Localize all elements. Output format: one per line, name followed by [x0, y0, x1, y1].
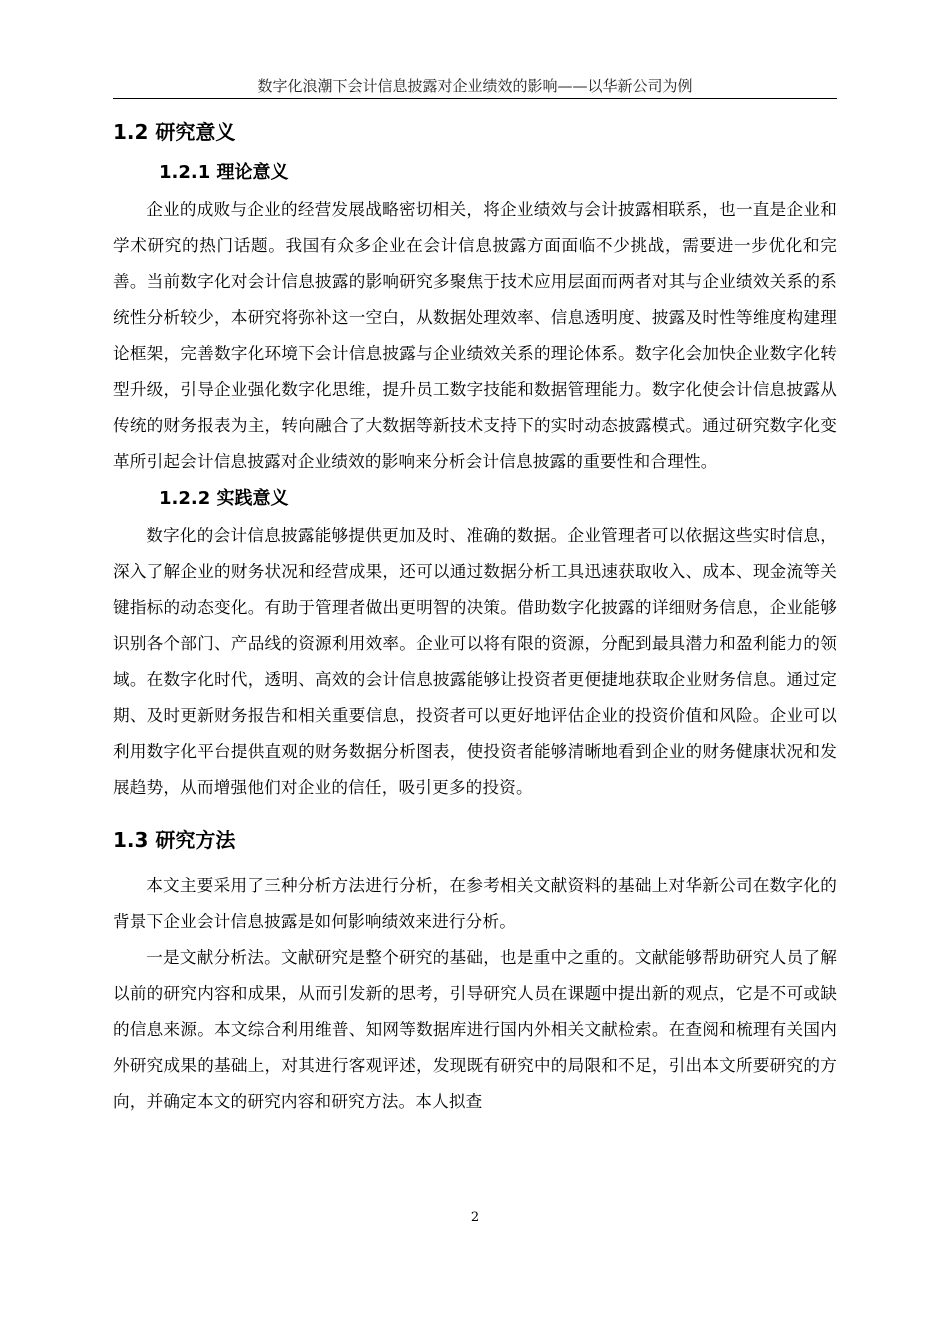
- paragraph-literature-method: 一是文献分析法。文献研究是整个研究的基础，也是重中之重的。文献能够帮助研究人员了解以前的研究内容和成果，从而引发新的思考，引导研究人员在课题中提出新的观点，它是不可或缺的信息来源。本文综合利用维普、知网等数据库进行国内外相关文献检索。在查阅和梳理有关国内外研究成果的基础上，对其进行客观评述，发现既有研究中的局限和不足，引出本文所要研究的方向，并确定本文的研究内容和研究方法。本人拟查: [113, 948, 837, 1111]
- section-heading-1-3: 1.3 研究方法: [113, 828, 236, 852]
- page-number: 2: [470, 1210, 480, 1225]
- section-heading-1-2: 1.2 研究意义: [113, 120, 236, 144]
- paragraph-practical-significance: 数字化的会计信息披露能够提供更加及时、准确的数据。企业管理者可以依据这些实时信息，深入了解企业的财务状况和经营成果，还可以通过数据分析工具迅速获取收入、成本、现金流等关键指标的动态变化。有助于管理者做出更明智的决策。借助数字化披露的详细财务信息，企业能够识别各个部门、产品线的资源利用效率。企业可以将有限的资源，分配到最具潜力和盈利能力的领域。在数字化时代，透明、高效的会计信息披露能够让投资者更便捷地获取企业财务信息。通过定期、及时更新财务报告和相关重要信息，投资者可以更好地评估企业的投资价值和风险。企业可以利用数字化平台提供直观的财务数据分析图表，使投资者能够清晰地看到企业的财务健康状况和发展趋势，从而增强他们对企业的信任，吸引更多的投资。: [113, 526, 837, 797]
- running-header: 数字化浪潮下会计信息披露对企业绩效的影响——以华新公司为例: [113, 75, 837, 99]
- subsection-heading-1-2-1: 1.2.1 理论意义: [159, 162, 289, 183]
- paragraph-theoretical-significance: 企业的成败与企业的经营发展战略密切相关，将企业绩效与会计披露相联系，也一直是企业和学术研究的热门话题。我国有众多企业在会计信息披露方面面临不少挑战，需要进一步优化和完善。当前数字化对会计信息披露的影响研究多聚焦于技术应用层面而两者对其与企业绩效关系的系统性分析较少，本研究将弥补这一空白，从数据处理效率、信息透明度、披露及时性等维度构建理论框架，完善数字化环境下会计信息披露与企业绩效关系的理论体系。数字化会加快企业数字化转型升级，引导企业强化数字化思维，提升员工数字技能和数据管理能力。数字化使会计信息披露从传统的财务报表为主，转向融合了大数据等新技术支持下的实时动态披露模式。通过研究数字化变革所引起会计信息披露对企业绩效的影响来分析会计信息披露的重要性和合理性。: [113, 200, 837, 471]
- subsection-heading-1-2-2: 1.2.2 实践意义: [159, 488, 289, 509]
- page-body: [113, 110, 837, 1120]
- paragraph-methods-intro: 本文主要采用了三种分析方法进行分析，在参考相关文献资料的基础上对华新公司在数字化的背景下企业会计信息披露是如何影响绩效来进行分析。: [113, 876, 837, 931]
